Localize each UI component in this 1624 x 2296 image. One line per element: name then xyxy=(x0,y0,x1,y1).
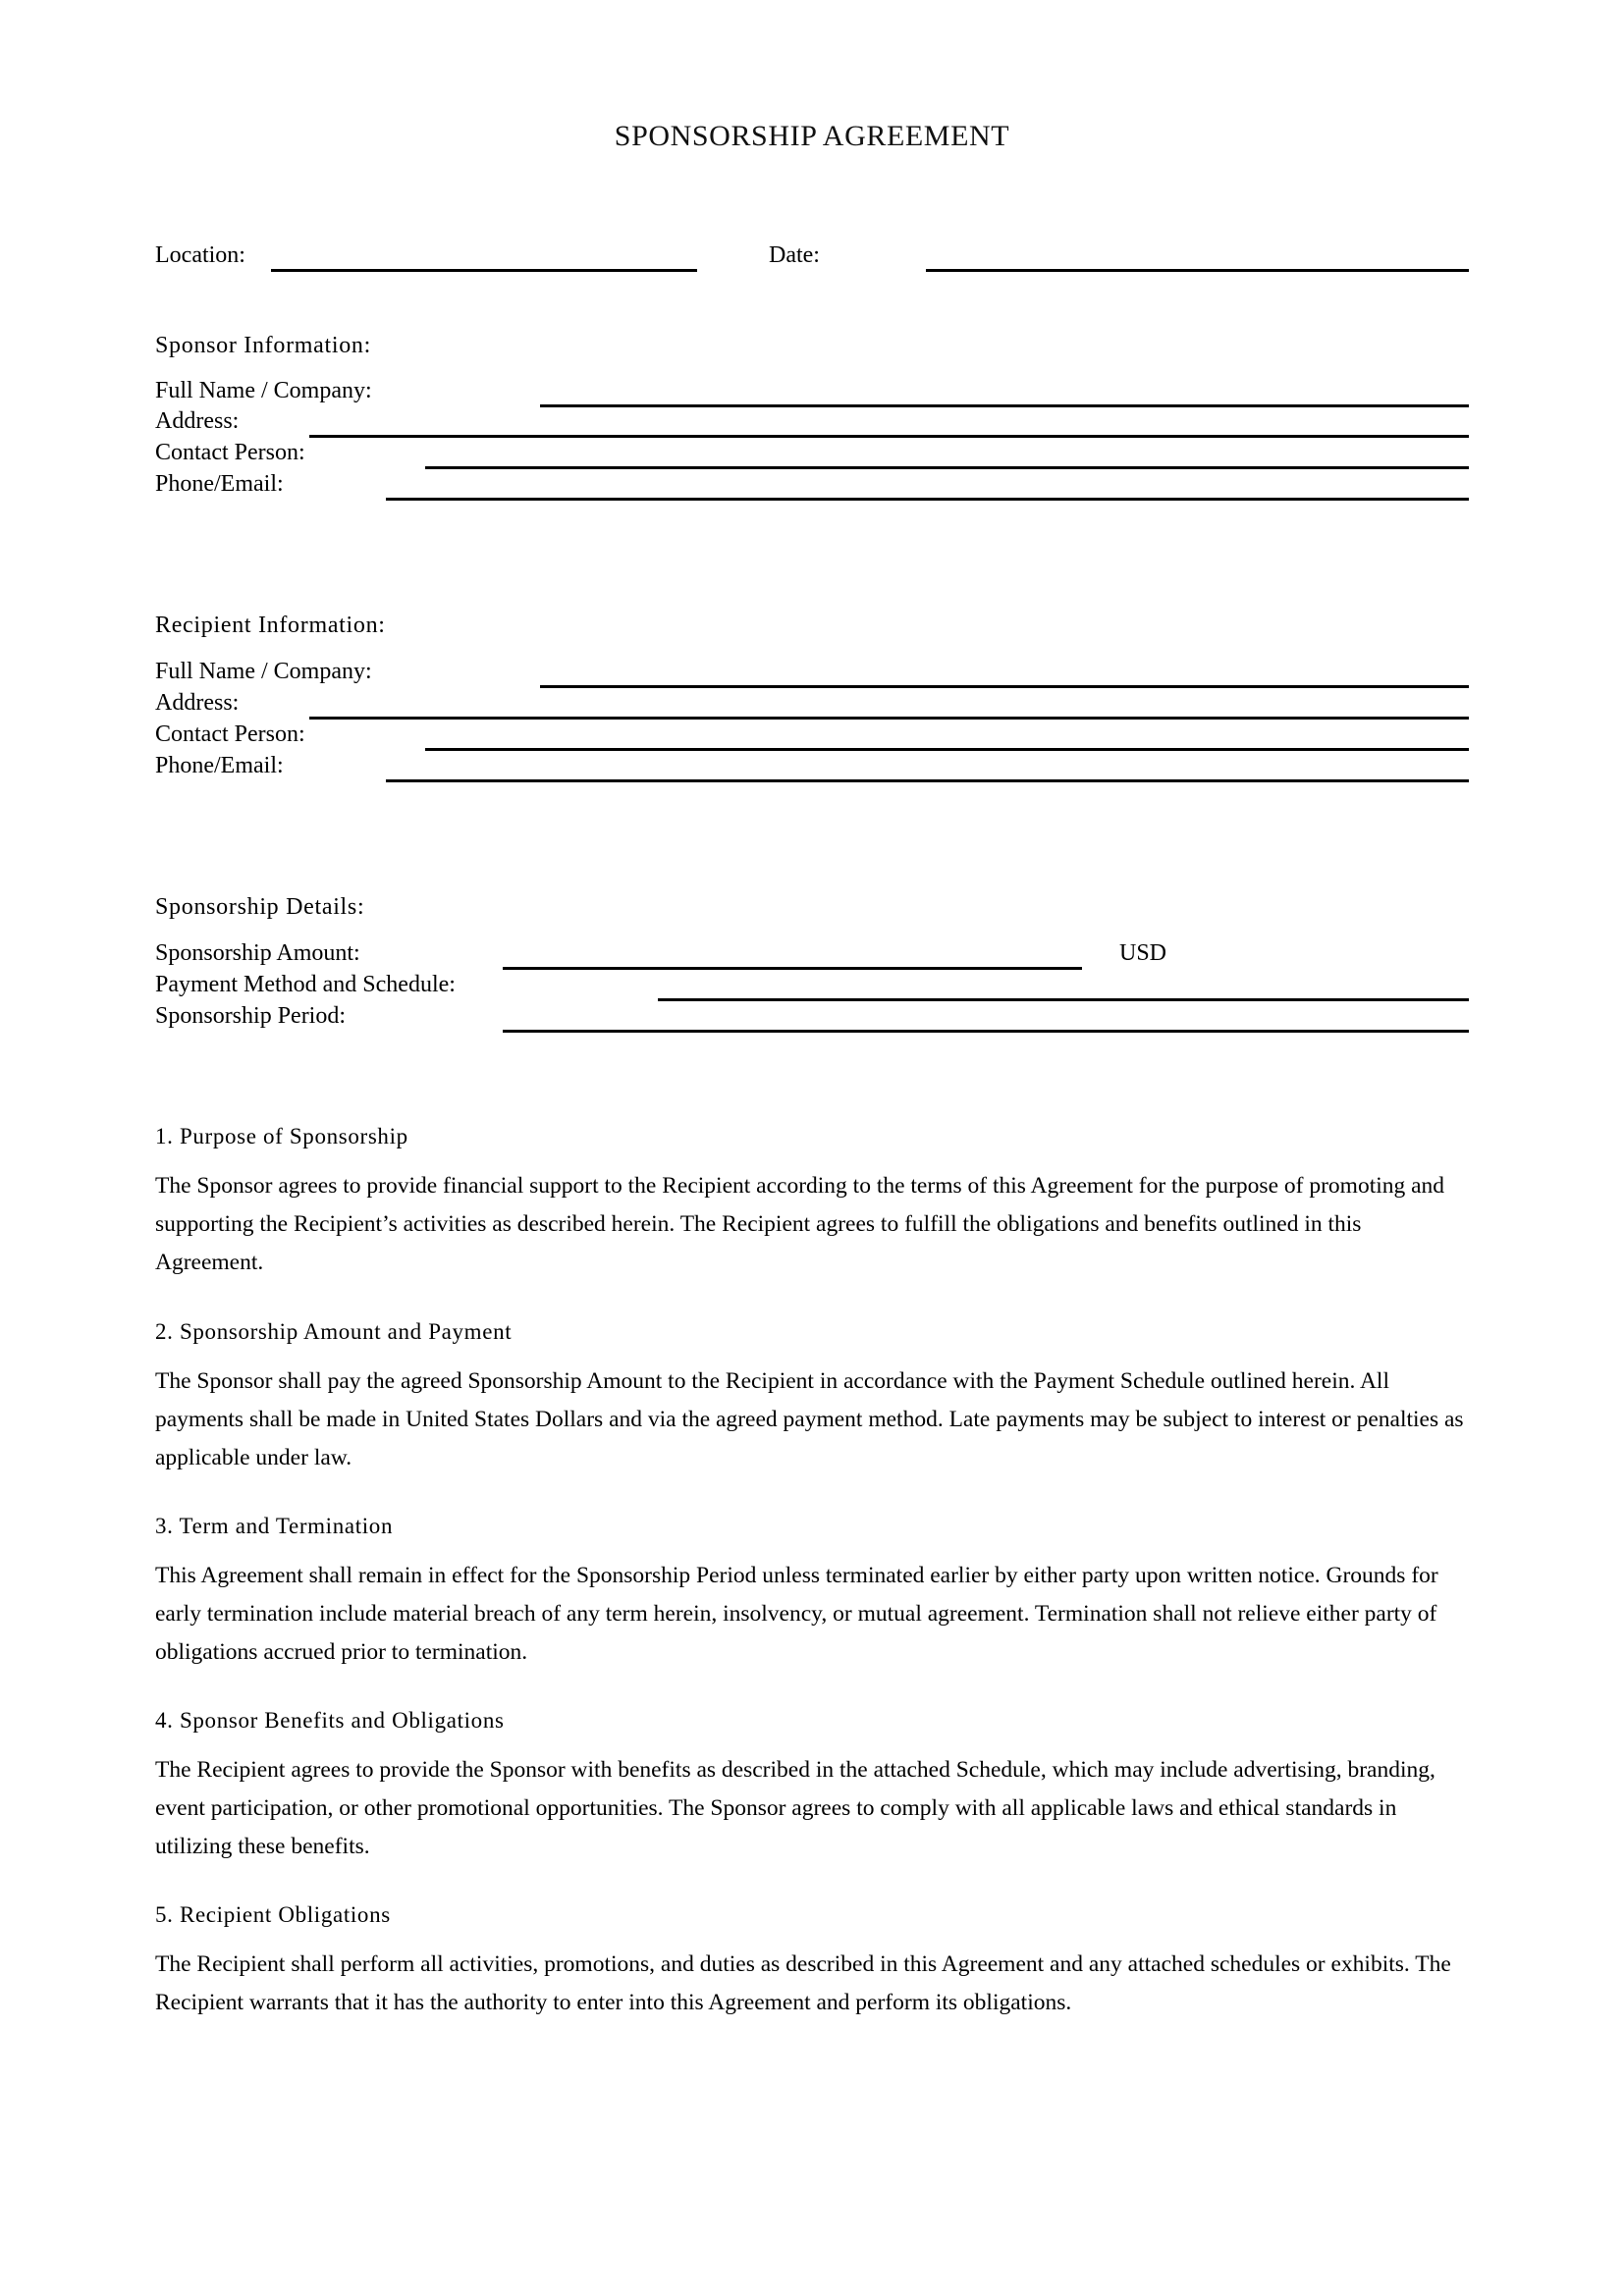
sponsor-section-heading: Sponsor Information: xyxy=(155,333,371,358)
recipient-phone-label: Phone/Email: xyxy=(155,753,284,778)
sponsor-fullname-row xyxy=(155,376,1469,405)
location-label: Location: xyxy=(155,242,245,268)
sponsor-phone-label: Phone/Email: xyxy=(155,471,284,497)
sponsor-fullname-label: Full Name / Company: xyxy=(155,378,372,403)
clause-1 xyxy=(155,1122,1469,1282)
date-input-line[interactable] xyxy=(926,269,1469,272)
sponsor-address-row xyxy=(155,406,1469,436)
sponsor-phone-input-line[interactable] xyxy=(386,498,1469,501)
sponsorship-amount-label: Sponsorship Amount: xyxy=(155,940,360,966)
clause-2-body: The Sponsor shall pay the agreed Sponsorship Amount to the Recipient in accordance with the Payment Schedule outlined herein. All payments shall be made in United States Dollars and via the agreed payment method. Late payments may be subject to interest or penalties as applicable under law. xyxy=(155,1368,1464,1470)
clause-1-title: 1. Purpose of Sponsorship xyxy=(155,1124,408,1148)
sponsorship-period-row xyxy=(155,1001,1469,1031)
clause-4-body: The Recipient agrees to provide the Sponsor with benefits as described in the attached Schedule, which may include advertising, branding, event participation, or other promotional opportunities. The Sponsor agrees to comply with all applicable laws and ethical standards in utilizing these benefits. xyxy=(155,1757,1435,1859)
recipient-section-heading: Recipient Information: xyxy=(155,613,386,638)
sponsor-contact-label: Contact Person: xyxy=(155,440,305,465)
sponsorship-amount-row xyxy=(155,938,1469,968)
clause-4-title: 4. Sponsor Benefits and Obligations xyxy=(155,1708,505,1733)
clause-3 xyxy=(155,1512,1469,1672)
sponsorship-period-input-line[interactable] xyxy=(503,1030,1469,1033)
sponsor-address-label: Address: xyxy=(155,408,240,434)
payment-method-row xyxy=(155,970,1469,999)
page-title: SPONSORSHIP AGREEMENT xyxy=(614,120,1010,152)
sponsorship-amount-currency: USD xyxy=(1119,940,1167,966)
recipient-contact-label: Contact Person: xyxy=(155,721,305,747)
recipient-fullname-label: Full Name / Company: xyxy=(155,659,372,684)
clause-2 xyxy=(155,1317,1469,1477)
clause-1-body: The Sponsor agrees to provide financial support to the Recipient according to the terms of this Agreement for the purpose of promoting and supporting the Recipient’s activities as described herein. The Recipient agrees to fulfill the obligations and benefits outlined in this Agreement. xyxy=(155,1173,1445,1275)
details-section-heading: Sponsorship Details: xyxy=(155,894,365,920)
recipient-address-row xyxy=(155,688,1469,718)
date-label: Date: xyxy=(769,242,820,268)
sponsorship-period-label: Sponsorship Period: xyxy=(155,1003,347,1029)
recipient-phone-input-line[interactable] xyxy=(386,779,1469,782)
clause-2-title: 2. Sponsorship Amount and Payment xyxy=(155,1319,513,1344)
location-date-row xyxy=(155,240,1469,270)
clause-3-title: 3. Term and Termination xyxy=(155,1514,394,1538)
recipient-phone-row xyxy=(155,751,1469,780)
clause-5-body: The Recipient shall perform all activities, promotions, and duties as described in this Agreement and any attached schedules or exhibits. The Recipient warrants that it has the authority to enter into this Agreement and perform its obligations. xyxy=(155,1951,1451,2015)
recipient-contact-row xyxy=(155,720,1469,749)
location-input-line[interactable] xyxy=(271,269,697,272)
clause-3-body: This Agreement shall remain in effect for the Sponsorship Period unless terminated earlier by either party upon written notice. Grounds for early termination include material breach of any term herein, insolvency, or mutual agreement. Termination shall not relieve either party of obligations accrued prior to termination. xyxy=(155,1563,1438,1665)
clause-5 xyxy=(155,1900,1469,2022)
recipient-address-label: Address: xyxy=(155,690,240,716)
payment-method-label: Payment Method and Schedule: xyxy=(155,972,456,997)
recipient-fullname-row xyxy=(155,657,1469,686)
sponsor-phone-row xyxy=(155,469,1469,499)
sponsor-contact-row xyxy=(155,438,1469,467)
clause-4 xyxy=(155,1706,1469,1866)
clause-5-title: 5. Recipient Obligations xyxy=(155,1902,391,1927)
